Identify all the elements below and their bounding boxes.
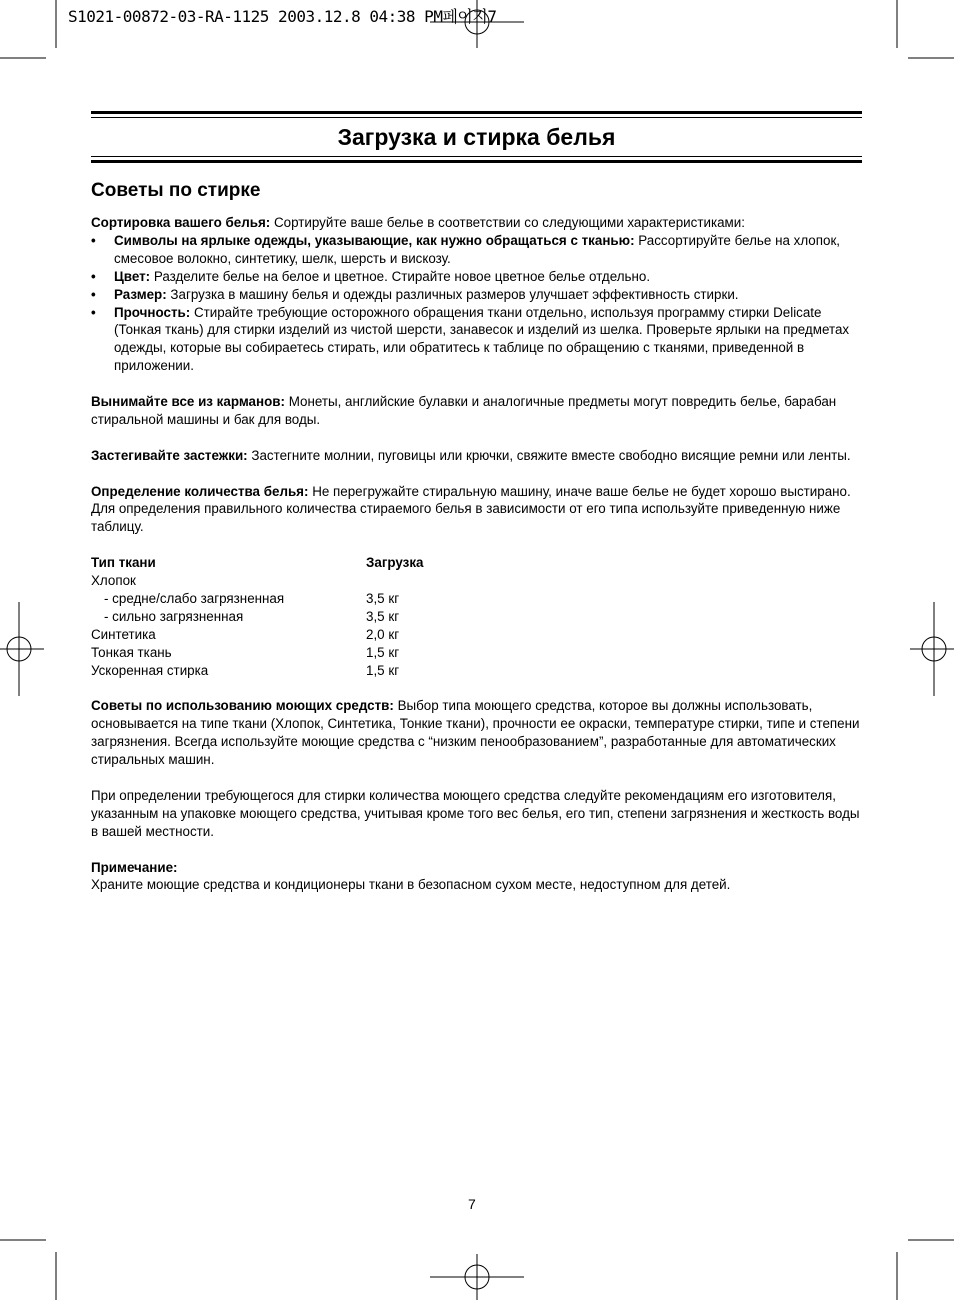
fabric-cell: Ускоренная стирка — [91, 662, 209, 678]
registration-mark-bottom — [430, 1254, 524, 1300]
fabric-cell: Тонкая ткань — [91, 644, 172, 660]
table-row — [91, 608, 424, 626]
page-number: 7 — [468, 1196, 476, 1212]
fabric-cell: Хлопок — [91, 573, 136, 589]
bullet-label: Символы на ярлыке одежды, указывающие, как нужно обращаться с тканью: — [114, 232, 635, 248]
title-block — [91, 111, 862, 163]
sort-text: Сортируйте ваше белье в соответствии со следующими характеристиками: — [270, 215, 745, 230]
registration-mark-left — [0, 602, 44, 696]
pockets-label: Вынимайте все из карманов: — [91, 394, 285, 410]
load-cell: 1,5 кг — [366, 644, 400, 660]
table-row — [91, 572, 424, 590]
table-row — [91, 662, 424, 680]
table-row — [91, 644, 424, 662]
pockets-paragraph — [91, 393, 866, 429]
registration-mark-right — [910, 602, 954, 696]
load-table — [91, 554, 424, 679]
bullet-text: Разделите белье на белое и цветное. Стирайте новое цветное белье отдельно. — [150, 268, 651, 284]
table-row — [91, 626, 424, 644]
fasteners-text: Застегните молнии, пуговицы или крючки, свяжите вместе свободно висящие ремни или ленты. — [247, 447, 851, 463]
list-item — [91, 304, 866, 376]
note-text: Храните моющие средства и кондиционеры ткани в безопасном сухом месте, недоступном для детей. — [91, 877, 731, 893]
registration-mark-top — [430, 0, 524, 48]
load-amount-label: Определение количества белья: — [91, 483, 309, 499]
print-job-header: S1021-00872-03-RA-1125 2003.12.8 04:38 PM페이지7 — [68, 7, 497, 26]
load-cell: 3,5 кг — [366, 590, 400, 606]
detergent-tips-text: Выбор типа моющего средства, которое вы должны использовать, основывается на типе ткани (Хлопок, Синтетика, Тонкие ткани), прочности ее окраски, температуре стирки, типе и степени загрязнения. Всегда используйте моющие средства с “низким пенообразованием”, разработанные для автоматических стиральных машин. — [91, 698, 860, 768]
fabric-column-header: Тип ткани — [91, 555, 156, 571]
sort-paragraph — [91, 214, 866, 232]
list-item — [91, 268, 866, 286]
main-content — [91, 178, 866, 894]
bullet-label: Размер: — [114, 286, 167, 302]
sort-criteria-list — [91, 232, 866, 375]
note-label: Примечание: — [91, 859, 178, 875]
page-title: Загрузка и стирка белья — [337, 124, 616, 150]
bullet-text: Стирайте требующие осторожного обращения ткани отдельно, используя программу стирки Delicate (Тонкая ткань) для стирки изделий из чистой шерсти, занавесок и изделий из шелка. Проверьте ярлыки на предметах одежды, которые вы собираетесь стирать, или обратитесь к таблице по обращению с тканями, приведенной в приложении. — [114, 304, 850, 374]
pockets-text: Монеты, английские булавки и аналогичные предметы могут повредить белье, барабан стиральной машины и бак для воды. — [91, 394, 837, 427]
detergent-amount-paragraph: При определении требующегося для стирки количества моющего средства следуйте рекомендациям его изготовителя, указанным на упаковке моющего средства, учитывая кроме того вес белья, его тип, степени загрязнения и жесткость воды в вашей местности. — [91, 787, 860, 839]
fabric-cell: - средне/слабо загрязненная — [104, 590, 285, 606]
fabric-cell: - сильно загрязненная — [104, 608, 244, 624]
load-cell: 1,5 кг — [366, 662, 400, 678]
bullet-label: Прочность: — [114, 304, 191, 320]
load-cell: 3,5 кг — [366, 608, 400, 624]
load-column-header: Загрузка — [366, 555, 424, 571]
bullet-text: Загрузка в машину белья и одежды различных размеров улучшает эффективность стирки. — [166, 286, 739, 302]
section-title: Советы по стирке — [91, 180, 261, 201]
load-amount-text: Не перегружайте стиральную машину, иначе ваше белье не будет хорошо выстирано. Для определения правильного количества стираемого белья в зависимости от его типа используйте приведенную ниже таблицу. — [91, 483, 851, 535]
fasteners-paragraph — [91, 447, 866, 465]
table-header-row — [91, 554, 424, 572]
sort-label: Сортировка вашего белья: — [91, 215, 271, 230]
detergent-tips-label: Советы по использованию моющих средств: — [91, 698, 394, 714]
table-row — [91, 590, 424, 608]
list-item — [91, 286, 866, 304]
detergent-tips-paragraph — [91, 697, 866, 769]
fabric-cell: Синтетика — [91, 626, 156, 642]
fasteners-label: Застегивайте застежки: — [91, 447, 248, 463]
load-amount-paragraph — [91, 483, 866, 537]
list-item — [91, 232, 866, 268]
bullet-text: Рассортируйте белье на хлопок, смесовое волокно, синтетику, шелк, шерсть и вискозу. — [114, 232, 841, 266]
bullet-label: Цвет: — [114, 268, 151, 284]
load-cell — [366, 572, 424, 590]
load-cell: 2,0 кг — [366, 626, 400, 642]
